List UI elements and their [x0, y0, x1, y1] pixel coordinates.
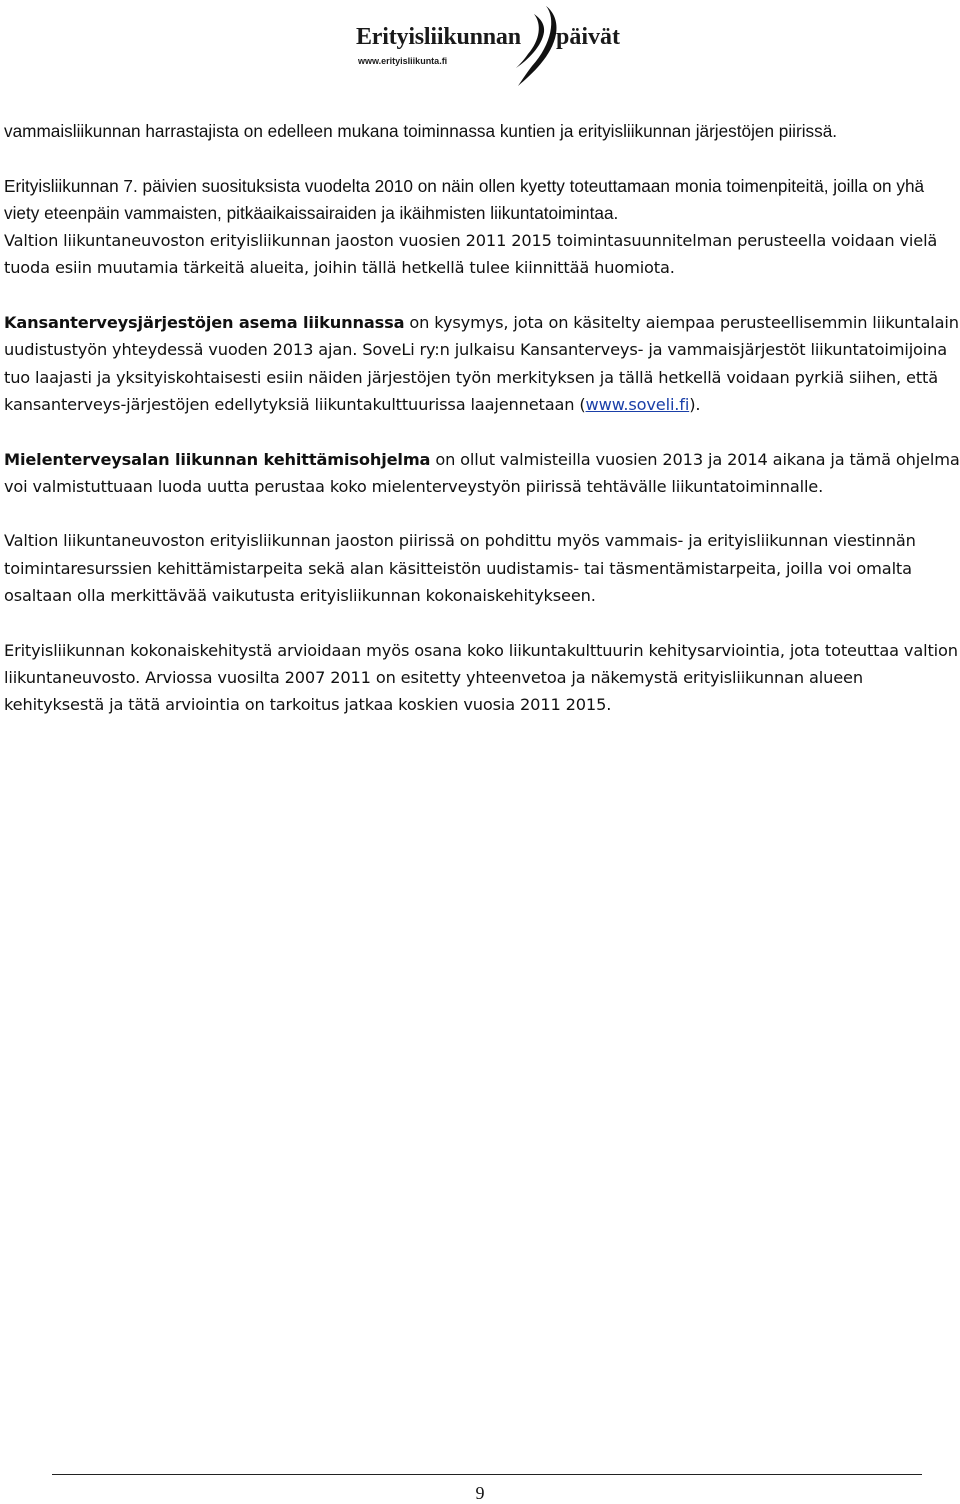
- document-body: [4, 118, 960, 719]
- paragraph-6: Erityisliikunnan kokonaiskehitystä arvioidaan myös osana koko liikuntakulttuurin kehitysarviointia, jota toteuttaa valtion liikuntaneuvosto. Arviossa vuosilta 2007 2011 on esitetty yhteenvetoa ja näkemystä erityisliikunnan alueen kehityksestä ja tätä arviointia on tarkoitus jatkaa koskien vuosia 2011 2015.: [4, 640, 958, 715]
- paragraph-5: Valtion liikuntaneuvoston erityisliikunnan jaoston piirissä on pohdittu myös vammais- ja erityisliikunnan viestinnän toimintaresurssien kehittämistarpeita sekä alan käsitteistön uudistamis- tai täsmentämistarpeita, joilla voi omalta osaltaan olla merkittävää vaikutusta erityisliikunnan kokonaiskehitykseen.: [4, 531, 916, 606]
- paragraph-2b: Valtion liikuntaneuvoston erityisliikunnan jaoston vuosien 2011 2015 toimintasuunnitelman perusteella voidaan vielä tuoda esiin muutamia tärkeitä alueita, joihin tällä hetkellä tulee kiinnittää huomiota.: [4, 231, 938, 278]
- paragraph-2: Erityisliikunnan 7. päivien suosituksista vuodelta 2010 on näin ollen kyetty toteuttamaan monia toimenpiteitä, joilla on yhä viety eteenpäin vammaisten, pitkäaikaissairaiden ja ikäihmisten liikuntatoimintaa.: [4, 175, 925, 223]
- footer-divider: [52, 1474, 922, 1475]
- logo-text-right: päivät: [556, 24, 621, 50]
- paragraph-4: [4, 446, 960, 501]
- paragraph-1: vammaisliikunnan harrastajista on edelleen mukana toiminnassa kuntien ja erityisliikunnan järjestöjen piirissä.: [4, 121, 838, 141]
- logo-swoosh-icon: [512, 4, 562, 88]
- paragraph-4-text: on ollut valmisteilla vuosien 2013 ja 2014 aikana ja tämä ohjelma voi valmistuttuaan luoda uutta perustaa koko mielenterveystyön piirissä tehtävälle liikuntatoiminnalle.: [4, 449, 960, 496]
- paragraph-3-text: on kysymys, jota on käsitelty aiempaa perusteellisemmin liikuntalain uudistustyön yhteydessä vuoden 2013 ajan. SoveLi ry:n julkaisu Kansanterveys- ja vammaisjärjestöt liikuntatoimijoina tuo laajasti ja yksityiskohtaisesti esiin näiden järjestöjen työn merkityksen ja tällä hetkellä voidaan pyrkiä siihen, että kansanterveys-järjestöjen edellytyksiä liikuntakulttuurissa laajennetaan (: [4, 313, 959, 414]
- page-number: 9: [475, 1483, 485, 1503]
- heading-mielenterveysala: Mielenterveysalan liikunnan kehittämisohjelma: [4, 449, 431, 469]
- paragraph-3-end: ).: [689, 394, 701, 414]
- logo-url: www.erityisliikunta.fi: [358, 56, 448, 66]
- logo-text-left: Erityisliikunnan: [356, 24, 521, 50]
- paragraph-3: [4, 309, 960, 418]
- soveli-link[interactable]: www.soveli.fi: [585, 394, 690, 414]
- heading-kansanterveysjarjestot: Kansanterveysjärjestöjen asema liikunnassa: [4, 313, 405, 333]
- header-logo: [352, 4, 620, 84]
